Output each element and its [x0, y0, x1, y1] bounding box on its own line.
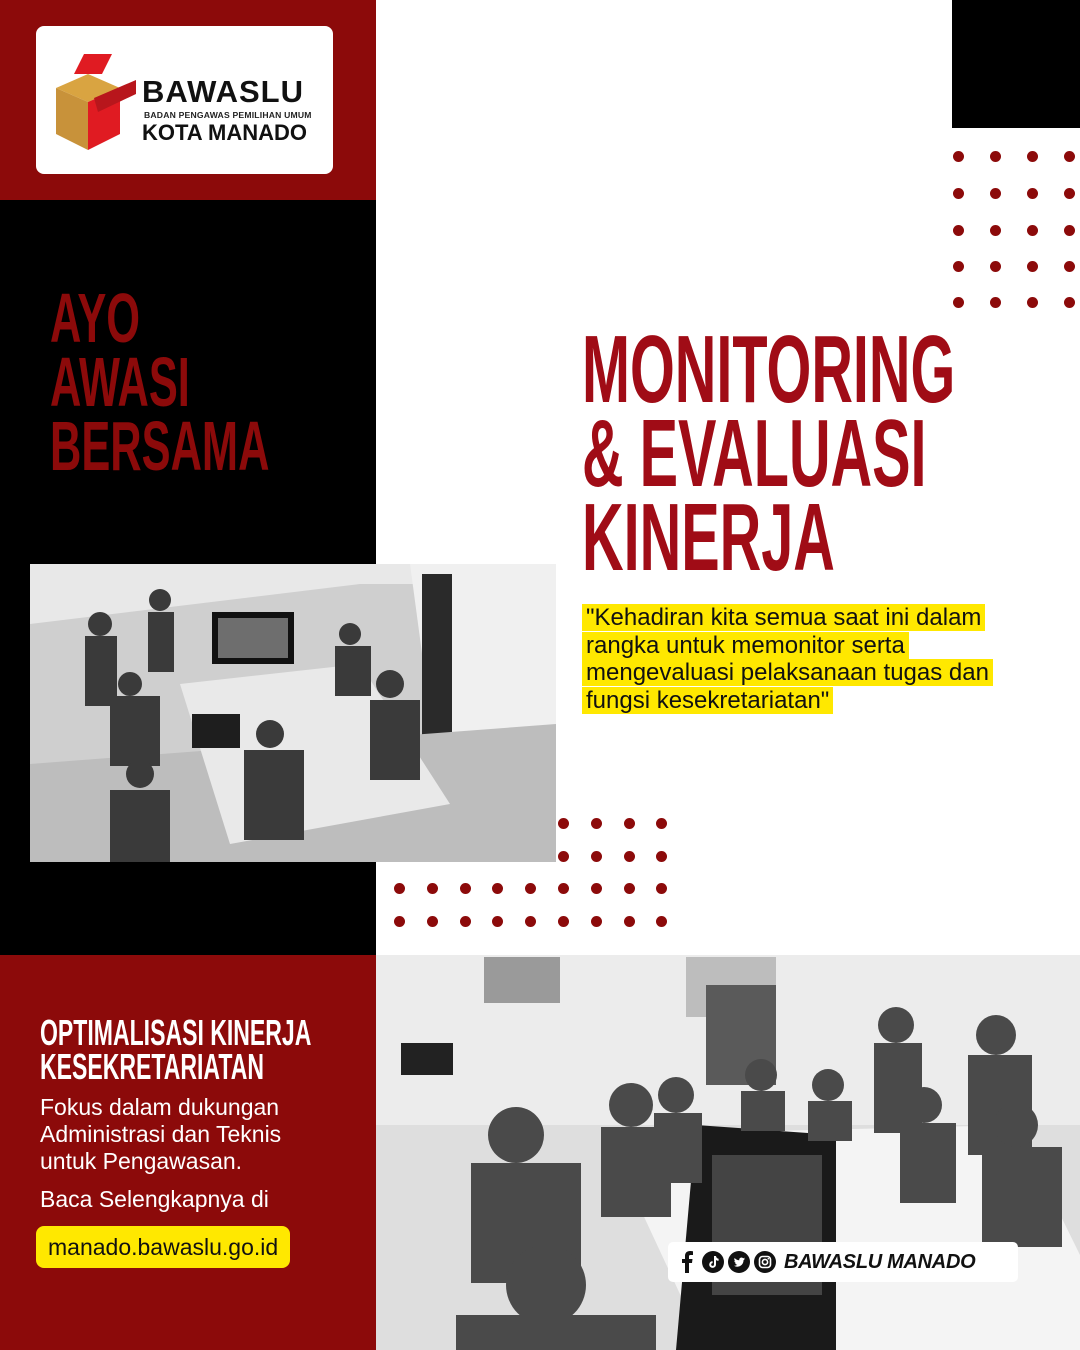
brand-title: BAWASLU — [142, 74, 304, 109]
quote-text — [582, 604, 1032, 714]
info-focus-text: Fokus dalam dukungan Administrasi dan Teknis untuk Pengawasan. — [40, 1094, 282, 1174]
twitter-icon[interactable] — [728, 1251, 750, 1273]
social-media-bar — [668, 1242, 1018, 1282]
info-title — [40, 1012, 312, 1087]
facebook-icon[interactable] — [676, 1251, 698, 1273]
meeting-photo-2 — [376, 955, 1080, 1350]
brand-subtitle: BADAN PENGAWAS PEMILIHAN UMUM — [144, 110, 312, 120]
website-link[interactable]: manado.bawaslu.go.id — [36, 1226, 290, 1268]
headline-line-3: KINERJA — [582, 484, 835, 591]
top-right-black-square — [952, 0, 1080, 128]
meeting-photo-1 — [30, 564, 556, 862]
headline-line-2: & EVALUASI — [582, 400, 927, 507]
bawaslu-logo — [36, 26, 333, 174]
social-handle: BAWASLU MANADO — [784, 1250, 976, 1273]
info-title-line-1: OPTIMALISASI KINERJA — [40, 1012, 312, 1053]
tiktok-icon[interactable] — [702, 1251, 724, 1273]
quote-highlight: "Kehadiran kita semua saat ini dalam rangka untuk memonitor serta mengevaluasi pelaksanaan tugas dan fungsi kesekretariatan" — [582, 604, 993, 714]
slogan-line-1: AYO — [50, 279, 141, 357]
slogan-line-3: BERSAMA — [50, 407, 270, 485]
ballot-box-icon — [54, 54, 136, 150]
headline-line-1: MONITORING — [582, 316, 956, 423]
brand-city: KOTA MANADO — [142, 120, 307, 145]
read-more-text: Baca Selengkapnya di — [40, 1186, 269, 1212]
slogan-line-2: AWASI — [50, 343, 190, 421]
info-title-line-2: KESEKRETARIATAN — [40, 1046, 264, 1087]
instagram-icon[interactable] — [754, 1251, 776, 1273]
